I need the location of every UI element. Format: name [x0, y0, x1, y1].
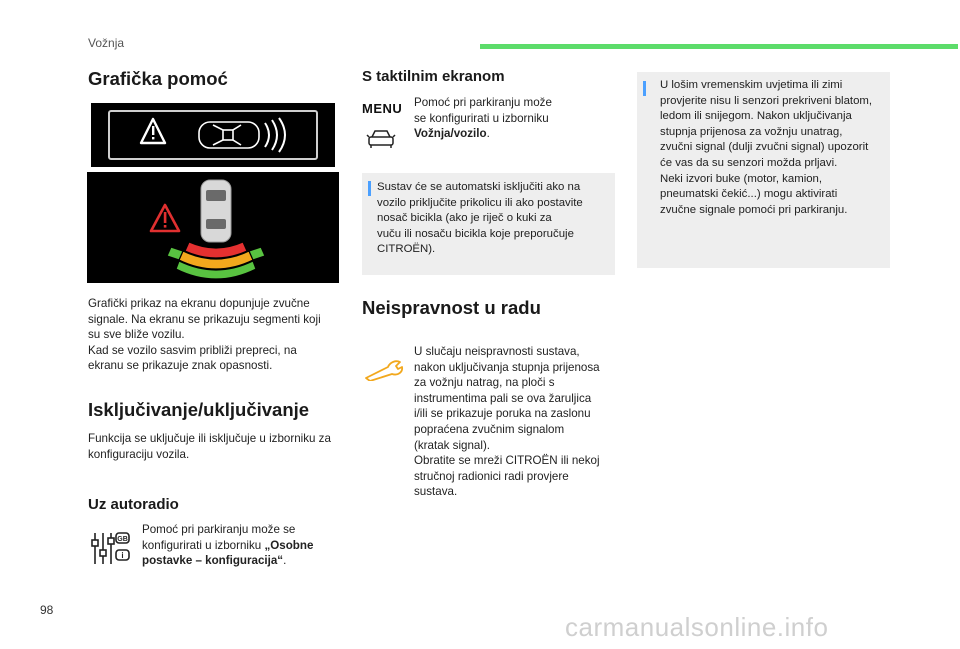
toggle-text: Funkcija se uključuje ili isključuje u izborniku za konfiguraciju vozila.	[88, 432, 331, 461]
note-accent-bar	[643, 81, 646, 96]
sensor-arcs-icon	[265, 118, 285, 152]
radio-icon-label-gb: GB	[117, 536, 128, 543]
radio-icon-label-i: i	[121, 551, 124, 560]
note-weather-text: U lošim vremenskim uvjetima ili zimi provjerite nisu li senzori prekriveni blatom, ledom ili snijegom. Nakon uključivanja stupnja prijenosa za vožnju unatrag, zvučni signal (dulji zvučni signal) upozorit će vas da su senzori možda prljavi. Neki izvori buke (motor, kamion, pneumatski čekić...) mogu aktivirati zvučne signale pomoći pri parkiranju.	[660, 79, 873, 216]
touchscreen-text: Pomoć pri parkiranju može se konfigurirati u izborniku Vožnja/vozilo.	[414, 96, 552, 141]
fault-text: U slučaju neispravnosti sustava, nakon uključivanja stupnja prijenosa za vožnju natrag, na ploči s instrumentima pali se ova žaruljica i/ili se prikazuje poruka na zaslonu popraćena zvučnim signalom (kratak signal). Obratite se mreži CITROËN ili nekoj stručnoj radionici radi provjere sustava.	[414, 345, 600, 499]
car-front-icon	[366, 128, 396, 150]
note-accent-bar	[368, 181, 371, 196]
watermark: carmanualsonline.info	[565, 612, 829, 642]
graphic-description: Grafički prikaz na ekranu dopunjuje zvučne signale. Na ekranu se prikazuju segmenti koji su sve bliže vozilu. Kad se vozilo sasvim približi prepreci, na ekranu se prikazuje znak opasnosti.	[88, 297, 321, 373]
menu-label: MENU	[362, 101, 403, 116]
section-title-fault: Neispravnost u radu	[362, 297, 541, 318]
section-title-autoradio: Uz autoradio	[88, 496, 179, 513]
chapter-title: Vožnja	[88, 36, 125, 50]
section-title-graphic: Grafička pomoć	[88, 68, 228, 89]
section-title-touchscreen: S taktilnim ekranom	[362, 68, 505, 85]
warning-triangle-red-icon	[151, 205, 179, 231]
section-title-toggle: Isključivanje/uključivanje	[88, 399, 310, 420]
warning-triangle-icon	[141, 119, 165, 143]
note-trailer-text: Sustav će se automatski isključiti ako na vozilo priključite prikolicu ili ako postavite nosač bicikla (ako je riječ o kuki za vuču ili nosaču bicikla koje preporučuje CITROËN).	[377, 181, 583, 256]
cluster-display-image	[91, 103, 335, 167]
touchscreen-display-image	[87, 172, 339, 283]
note-box-weather	[637, 72, 890, 268]
chapter-accent-bar	[480, 44, 958, 49]
car-top-view-icon	[199, 122, 259, 148]
page-number: 98	[40, 603, 54, 617]
autoradio-text: Pomoć pri parkiranju može se konfigurirati u izborniku „Osobne postavke – konfiguracija“.	[142, 523, 314, 568]
parking-segments-icon	[167, 242, 265, 279]
wrench-icon	[362, 359, 406, 381]
settings-sliders-icon	[90, 530, 130, 566]
car-rear-view-icon	[201, 180, 231, 242]
note-box-trailer	[362, 173, 615, 275]
